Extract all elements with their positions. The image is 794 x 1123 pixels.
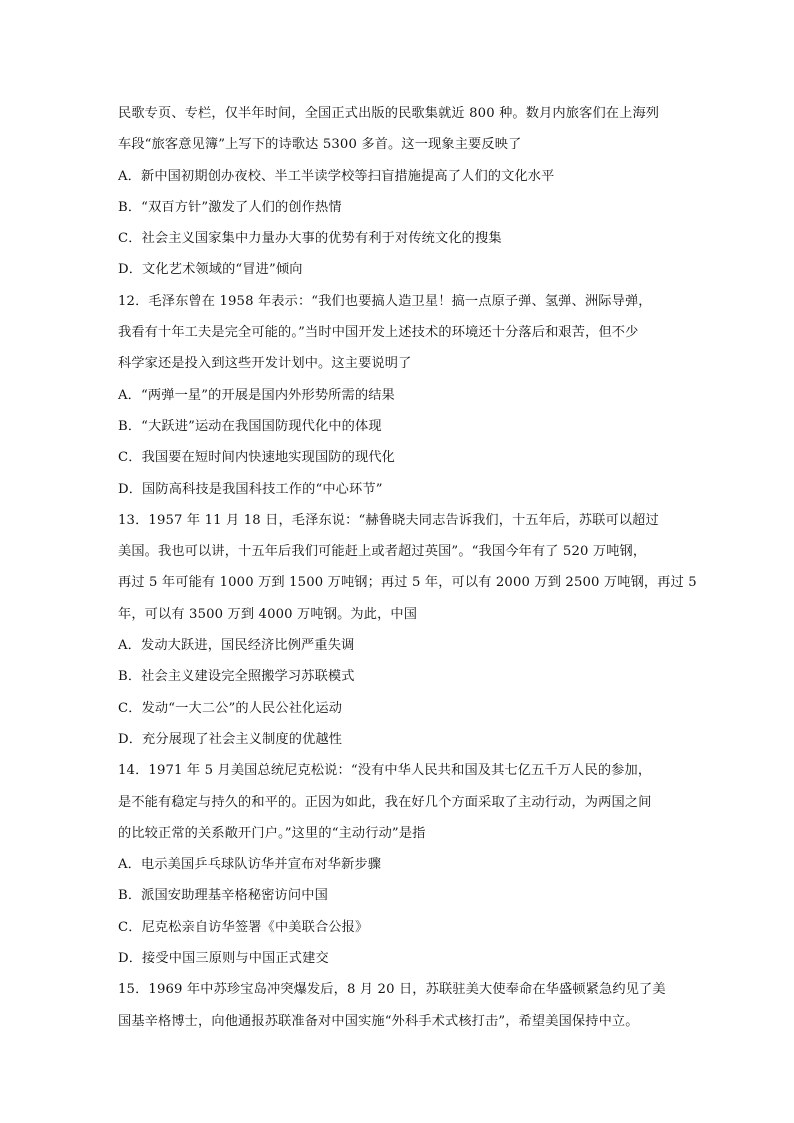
text-line: 科学家还是投入到这些开发计划中。这主要说明了 [118, 356, 412, 372]
option-b: B．社会主义建设完全照搬学习苏联模式 [118, 669, 355, 685]
text-line: 我看有十年工夫是完全可能的。”当时中国开发上述技术的环境还十分落后和艰苦，但不少 [118, 325, 639, 341]
text-line: 年，可以有 3500 万到 4000 万吨钢。为此，中国 [118, 606, 418, 622]
text-line: 美国。我也可以讲，十五年后我们可能赶上或者超过英国”。“我国今年有了 520 万吨钢， [118, 544, 647, 560]
question-13-stem: 13．1957 年 11 月 18 日，毛泽东说：“赫鲁晓夫同志告诉我们，十五年后，苏联可以超过 [118, 512, 659, 528]
option-c: C．我国要在短时间内快速地实现国防的现代化 [118, 450, 395, 466]
option-b: B．派国安助理基辛格秘密访问中国 [118, 888, 328, 904]
question-12-stem: 12．毛泽东曾在 1958 年表示：“我们也要搞人造卫星！搞一点原子弹、氢弹、洲际导弹， [118, 293, 652, 309]
text-line: 车段“旅客意见簿”上写下的诗歌达 5300 多首。这一现象主要反映了 [118, 137, 522, 153]
option-c: C．尼克松亲自访华签署《中美联合公报》 [118, 919, 369, 935]
question-15-stem: 15．1969 年中苏珍宝岛冲突爆发后，8 月 20 日，苏联驻美大使奉命在华盛顿紧急约见了美 [118, 982, 666, 998]
text-line: 民歌专页、专栏，仅半年时间，全国正式出版的民歌集就近 800 种。数月内旅客们在上海列 [118, 106, 660, 121]
option-c: C．发动“一大二公”的人民公社化运动 [118, 700, 343, 716]
option-d: D．文化艺术领域的“冒进”倾向 [118, 262, 303, 278]
option-a: A．电示美国乒乓球队访华并宣布对华新步骤 [118, 857, 382, 873]
option-d: D．国防高科技是我国科技工作的“中心环节” [118, 481, 383, 497]
option-d: D．充分展现了社会主义制度的优越性 [118, 731, 343, 747]
text-line: 的比较正常的关系敞开门户。”这里的“主动行动”是指 [118, 825, 426, 841]
option-a: A．发动大跃进，国民经济比例严重失调 [118, 638, 355, 654]
text-line: 再过 5 年可能有 1000 万到 1500 万吨钢；再过 5 年，可以有 2000 万到 2500 万吨钢，再过 5 [118, 575, 697, 591]
option-a: A．“两弹一星”的开展是国内外形势所需的结果 [118, 387, 395, 403]
question-text-block [118, 98, 697, 1037]
option-a: A．新中国初期创办夜校、半工半读学校等扫盲措施提高了人们的文化水平 [118, 168, 555, 184]
option-c: C．社会主义国家集中力量办大事的优势有利于对传统文化的搜集 [118, 231, 502, 247]
option-b: B．“大跃进”运动在我国国防现代化中的体现 [118, 418, 382, 434]
text-line: 是不能有稳定与持久的和平的。正因为如此，我在好几个方面采取了主动行动，为两国之间 [118, 794, 652, 810]
question-14-stem: 14．1971 年 5 月美国总统尼克松说：“没有中华人民共和国及其七亿五千万人民的参加， [118, 763, 652, 779]
option-d: D．接受中国三原则与中国正式建交 [118, 951, 329, 967]
option-b: B．“双百方针”激发了人们的创作热情 [118, 199, 342, 215]
text-line: 国基辛格博士，向他通报苏联准备对中国实施“外科手术式核打击”，希望美国保持中立。 [118, 1013, 639, 1029]
